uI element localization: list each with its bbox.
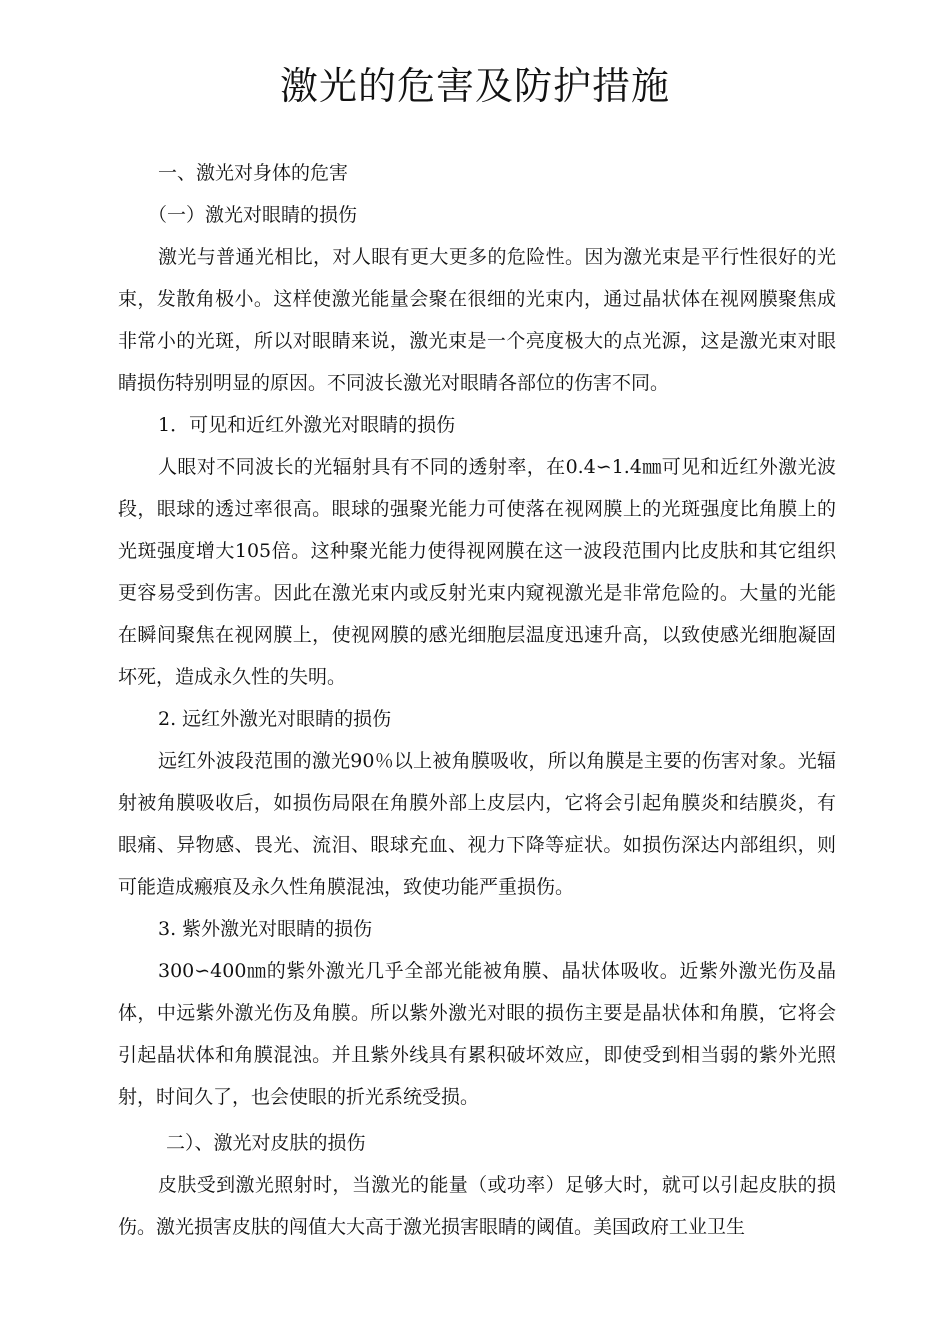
item-heading-visible-nir: 1．可见和近红外激光对眼睛的损伤 — [158, 414, 456, 436]
document-body — [118, 152, 836, 1248]
paragraph-visible-nir: 人眼对不同波长的光辐射具有不同的透射率，在0.4∽1.4㎜可见和近红外激光波段，眼球的透过率很高。眼球的强聚光能力可使落在视网膜上的光斑强度比角膜上的光斑强度增大105倍。这种聚光能力使得视网膜在这一波段范围内比皮肤和其它组织更容易受到伤害。因此在激光束内或反射光束内窥视激光是非常危险的。大量的光能在瞬间聚焦在视网膜上，使视网膜的感光细胞层温度迅速升高，以致使感光细胞凝固坏死，造成永久性的失明。 — [118, 456, 836, 688]
subsection-heading-eye-damage: （一）激光对眼睛的损伤 — [148, 204, 358, 226]
item-heading-far-infrared: 2. 远红外激光对眼睛的损伤 — [158, 708, 392, 730]
item-heading-ultraviolet: 3. 紫外激光对眼睛的损伤 — [158, 918, 373, 940]
paragraph-ultraviolet: 300∽400㎚的紫外激光几乎全部光能被角膜、晶状体吸收。近紫外激光伤及晶体，中远紫外激光伤及角膜。所以紫外激光对眼的损伤主要是晶状体和角膜，它将会引起晶状体和角膜混浊。并且紫外线具有累积破坏效应，即使受到相当弱的紫外光照射，时间久了，也会使眼的折光系统受损。 — [118, 960, 836, 1108]
document-title: 激光的危害及防护措施 — [279, 64, 670, 108]
subsection-heading-skin-damage: 二）、激光对皮肤的损伤 — [166, 1132, 366, 1154]
paragraph-eye-intro: 激光与普通光相比，对人眼有更大更多的危险性。因为激光束是平行性很好的光束，发散角极小。这样使激光能量会聚在很细的光束内，通过晶状体在视网膜聚焦成非常小的光斑，所以对眼睛来说，激光束是一个亮度极大的点光源，这是激光束对眼睛损伤特别明显的原因。不同波长激光对眼睛各部位的伤害不同。 — [118, 246, 836, 394]
section-heading-hazards: 一、激光对身体的危害 — [158, 162, 349, 184]
paragraph-skin-damage: 皮肤受到激光照射时，当激光的能量（或功率）足够大时，就可以引起皮肤的损伤。激光损害皮肤的闯值大大高于激光损害眼睛的阈值。美国政府工业卫生 — [118, 1174, 836, 1238]
paragraph-far-infrared: 远红外波段范围的激光90％以上被角膜吸收，所以角膜是主要的伤害对象。光辐射被角膜吸收后，如损伤局限在角膜外部上皮层内，它将会引起角膜炎和结膜炎，有眼痛、异物感、畏光、流泪、眼球充血、视力下降等症状。如损伤深达内部组织，则可能造成瘢痕及永久性角膜混浊，致使功能严重损伤。 — [118, 750, 836, 898]
